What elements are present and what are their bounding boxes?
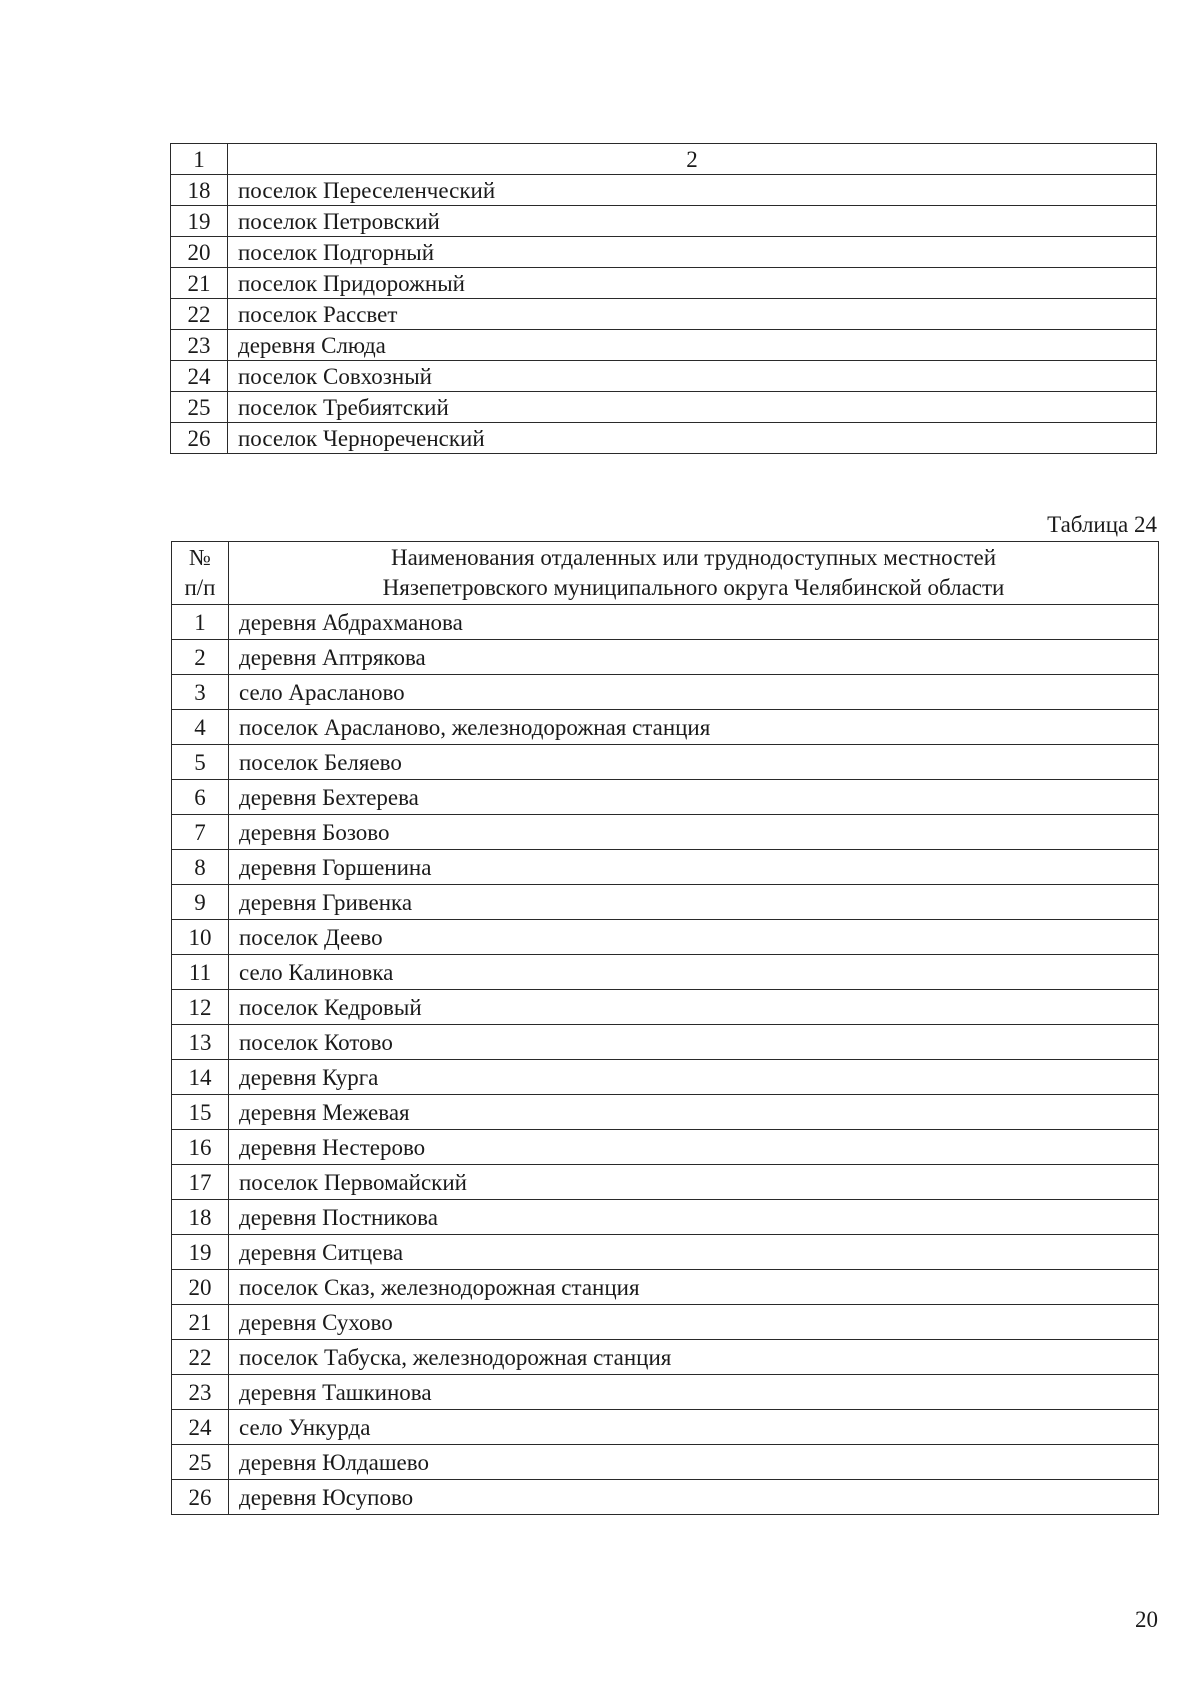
row-number: 24: [171, 361, 228, 392]
table-row: [171, 392, 1157, 423]
locality-name: деревня Постникова: [229, 1200, 1159, 1235]
locality-name: поселок Первомайский: [229, 1165, 1159, 1200]
locality-name: деревня Гривенка: [229, 885, 1159, 920]
row-number: 14: [172, 1060, 229, 1095]
row-number: 24: [172, 1410, 229, 1445]
table-row: [172, 640, 1159, 675]
row-number: 26: [171, 423, 228, 454]
table-row: [172, 1410, 1159, 1445]
header-number-sign: №: [189, 545, 211, 570]
row-number: 25: [171, 392, 228, 423]
row-number: 25: [172, 1445, 229, 1480]
row-number: 22: [171, 299, 228, 330]
row-number: 17: [172, 1165, 229, 1200]
row-number: 21: [171, 268, 228, 299]
locality-name: деревня Сухово: [229, 1305, 1159, 1340]
locality-name: деревня Ташкинова: [229, 1375, 1159, 1410]
table-row: [171, 206, 1157, 237]
locality-name: поселок Требиятский: [228, 392, 1157, 423]
row-number: 11: [172, 955, 229, 990]
row-number: 19: [172, 1235, 229, 1270]
column-number-header: 1: [171, 144, 228, 175]
locality-name: поселок Переселенческий: [228, 175, 1157, 206]
locality-name: поселок Деево: [229, 920, 1159, 955]
table-row: [171, 361, 1157, 392]
table-row: [171, 237, 1157, 268]
locality-name: деревня Слюда: [228, 330, 1157, 361]
table-caption: Таблица 24: [1047, 512, 1157, 537]
table-row: [171, 299, 1157, 330]
locality-name: поселок Петровский: [228, 206, 1157, 237]
table-row: [172, 1340, 1159, 1375]
row-number: 8: [172, 850, 229, 885]
row-number: 1: [172, 605, 229, 640]
table-row: [172, 1235, 1159, 1270]
locality-name: деревня Аптрякова: [229, 640, 1159, 675]
table-row: [172, 1095, 1159, 1130]
locality-name: деревня Бехтерева: [229, 780, 1159, 815]
locality-name: поселок Кедровый: [229, 990, 1159, 1025]
column-name-header: 2: [228, 144, 1157, 175]
row-number: 6: [172, 780, 229, 815]
locality-name: поселок Рассвет: [228, 299, 1157, 330]
locality-name: деревня Нестерово: [229, 1130, 1159, 1165]
table-row: [172, 605, 1159, 640]
row-number: 15: [172, 1095, 229, 1130]
table-row: [172, 1445, 1159, 1480]
table-row: [172, 1060, 1159, 1095]
locality-name: деревня Межевая: [229, 1095, 1159, 1130]
table-row: [172, 920, 1159, 955]
row-number: 10: [172, 920, 229, 955]
header-name-line1: Наименования отдаленных или труднодоступных местностей: [390, 545, 997, 570]
locality-name: поселок Совхозный: [228, 361, 1157, 392]
row-number: 22: [172, 1340, 229, 1375]
table-row: [172, 1480, 1159, 1515]
locality-name: поселок Чернореченский: [228, 423, 1157, 454]
locality-name: село Ункурда: [229, 1410, 1159, 1445]
row-number: 18: [171, 175, 228, 206]
locality-name: деревня Юлдашево: [229, 1445, 1159, 1480]
table-row: [172, 955, 1159, 990]
row-number: 13: [172, 1025, 229, 1060]
row-number: 26: [172, 1480, 229, 1515]
locality-name: деревня Абдрахманова: [229, 605, 1159, 640]
locality-name: поселок Табуска, железнодорожная станция: [229, 1340, 1159, 1375]
table-row: [172, 885, 1159, 920]
table-row: [172, 780, 1159, 815]
row-number: 9: [172, 885, 229, 920]
table-row: [172, 710, 1159, 745]
row-number: 3: [172, 675, 229, 710]
locality-name: поселок Арасланово, железнодорожная станция: [229, 710, 1159, 745]
locality-name: деревня Ситцева: [229, 1235, 1159, 1270]
table-header-row: [172, 542, 1159, 605]
table-row: [172, 1130, 1159, 1165]
column-name-header: [229, 542, 1159, 605]
page-number: 20: [1135, 1607, 1158, 1632]
locality-name: деревня Юсупово: [229, 1480, 1159, 1515]
table-row: [172, 1200, 1159, 1235]
table-row: [172, 1375, 1159, 1410]
table-row: [171, 423, 1157, 454]
header-name-line2: Нязепетровского муниципального округа Челябинской области: [382, 575, 1005, 600]
column-number-header: [172, 542, 229, 605]
row-number: 20: [171, 237, 228, 268]
table-row: [172, 1305, 1159, 1340]
table-row: [172, 1270, 1159, 1305]
locality-name: деревня Бозово: [229, 815, 1159, 850]
continuation-table: [170, 143, 1157, 454]
table-24: [171, 541, 1159, 1515]
locality-name: поселок Беляево: [229, 745, 1159, 780]
row-number: 16: [172, 1130, 229, 1165]
table-row: [172, 815, 1159, 850]
locality-name: село Арасланово: [229, 675, 1159, 710]
table-header-row: [171, 144, 1157, 175]
locality-name: поселок Сказ, железнодорожная станция: [229, 1270, 1159, 1305]
table-row: [172, 990, 1159, 1025]
locality-name: деревня Горшенина: [229, 850, 1159, 885]
table-row: [171, 330, 1157, 361]
locality-name: поселок Подгорный: [228, 237, 1157, 268]
locality-name: поселок Придорожный: [228, 268, 1157, 299]
locality-name: деревня Курга: [229, 1060, 1159, 1095]
table-row: [171, 175, 1157, 206]
row-number: 4: [172, 710, 229, 745]
table-row: [172, 675, 1159, 710]
locality-name: село Калиновка: [229, 955, 1159, 990]
row-number: 20: [172, 1270, 229, 1305]
table-row: [172, 745, 1159, 780]
row-number: 23: [172, 1375, 229, 1410]
row-number: 12: [172, 990, 229, 1025]
row-number: 19: [171, 206, 228, 237]
table-row: [172, 850, 1159, 885]
row-number: 23: [171, 330, 228, 361]
table-row: [172, 1025, 1159, 1060]
row-number: 18: [172, 1200, 229, 1235]
row-number: 5: [172, 745, 229, 780]
header-number-abbrev: п/п: [184, 575, 216, 600]
row-number: 2: [172, 640, 229, 675]
row-number: 21: [172, 1305, 229, 1340]
table-row: [171, 268, 1157, 299]
row-number: 7: [172, 815, 229, 850]
locality-name: поселок Котово: [229, 1025, 1159, 1060]
table-row: [172, 1165, 1159, 1200]
